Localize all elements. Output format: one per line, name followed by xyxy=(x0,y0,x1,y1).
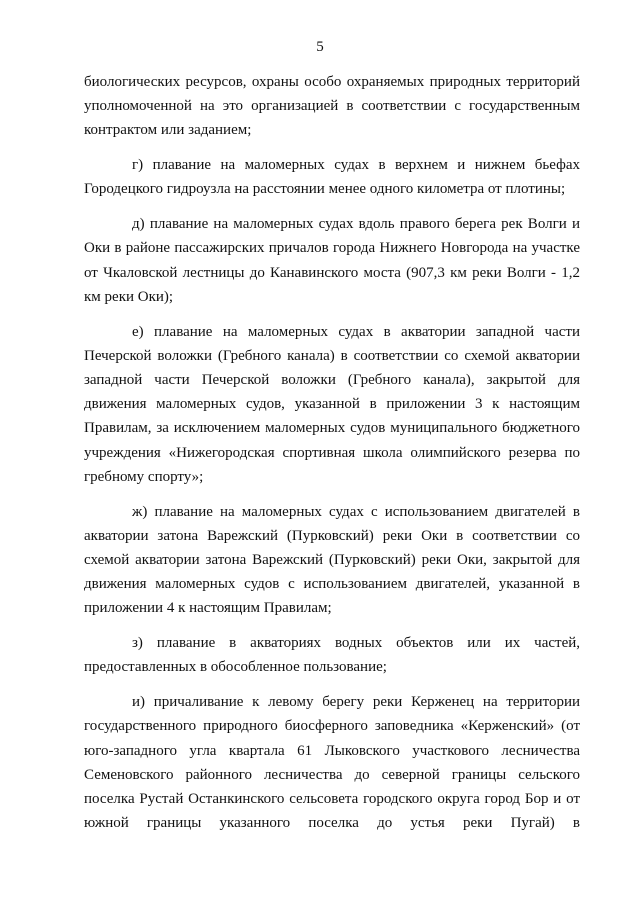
paragraph-item-d: д) плавание на маломерных судах вдоль правого берега рек Волги и Оки в районе пассажирских причалов города Нижнего Новгорода на участке от Чкаловской лестницы до Канавинского моста (907,3 км реки Волги - 1,2 км реки Оки); xyxy=(84,216,580,305)
paragraph-item-zh: ж) плавание на маломерных судах с использованием двигателей в акватории затона Варежский (Пурковский) реки Оки в соответствии со схемой акватории затона Варежский (Пурковский) реки Оки, закрытой для движения маломерных судов с использованием двигателей, указанной в приложении 4 к настоящим Правилам; xyxy=(84,503,580,617)
paragraph-item-g: г) плавание на маломерных судах в верхнем и нижнем бьефах Городецкого гидроузла на расстоянии менее одного километра от плотины; xyxy=(84,157,580,198)
paragraph-item-z: з) плавание в акваториях водных объектов или их частей, предоставленных в обособленное пользование; xyxy=(84,635,580,676)
paragraph-item-e: е) плавание на маломерных судах в акватории западной части Печерской воложки (Гребного канала) в соответствии со схемой акватории западной части Печерской воложки (Гребного канала), закрытой для движения маломерных судов, указанной в приложении 3 к настоящим Правилам, за исключением маломерных судов муниципального бюджетного учреждения «Нижегородская спортивная школа олимпийского резерва по гребному спорту»; xyxy=(84,323,580,485)
paragraph-item-i: и) причаливание к левому берегу реки Керженец на территории государственного природного биосферного заповедника «Керженский» (от юго-западного угла квартала 61 Лыковского участкового лесничества Семеновского районного лесничества до северной границы сельского поселка Рустай Останкинского сельсовета городского округа город Бор и от южной границы указанного поселка до устья реки Пугай) в xyxy=(84,694,580,832)
document-body xyxy=(84,70,580,846)
paragraph-continuation: биологических ресурсов, охраны особо охраняемых природных территорий уполномоченной на это организацией в соответствии с государственным контрактом или заданием; xyxy=(84,74,580,139)
page-number: 5 xyxy=(316,39,324,55)
